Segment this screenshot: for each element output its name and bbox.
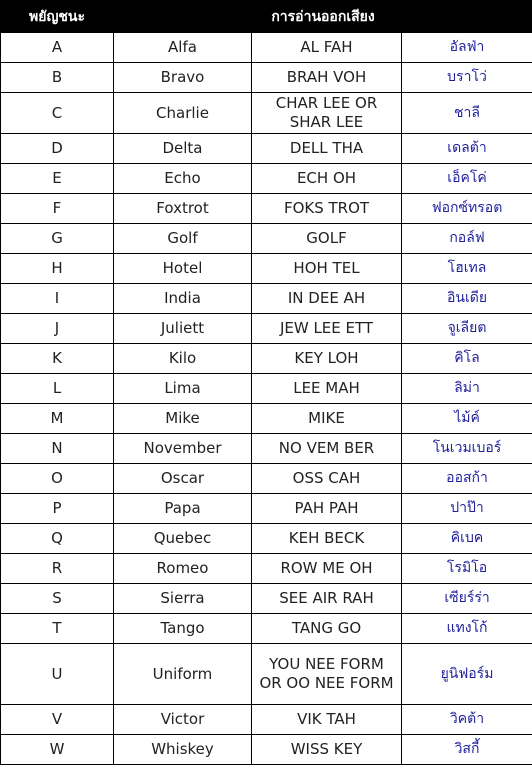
table-row [1, 644, 532, 705]
table-row [1, 314, 532, 344]
cell-pronunciation: VIK TAH [252, 705, 402, 735]
table-row [1, 164, 532, 194]
table-row [1, 614, 532, 644]
cell-thai: บราโว่ [402, 63, 532, 93]
cell-thai: วิสกี้ [402, 735, 532, 765]
cell-codeword: Papa [114, 494, 252, 524]
cell-letter: E [1, 164, 114, 194]
cell-thai: โนเวมเบอร์ [402, 434, 532, 464]
cell-letter: V [1, 705, 114, 735]
cell-pronunciation: JEW LEE ETT [252, 314, 402, 344]
cell-letter: P [1, 494, 114, 524]
cell-letter: U [1, 644, 114, 705]
cell-pronunciation: WISS KEY [252, 735, 402, 765]
table-body [1, 33, 532, 765]
cell-thai: ชาลี [402, 93, 532, 134]
cell-thai: โรมิโอ [402, 554, 532, 584]
cell-thai: อินเดีย [402, 284, 532, 314]
cell-letter: N [1, 434, 114, 464]
table-row [1, 464, 532, 494]
cell-thai: ลิม่า [402, 374, 532, 404]
cell-pronunciation: HOH TEL [252, 254, 402, 284]
cell-letter: O [1, 464, 114, 494]
cell-thai: ปาป๊า [402, 494, 532, 524]
table-row [1, 374, 532, 404]
cell-thai: แทงโก้ [402, 614, 532, 644]
cell-pronunciation: AL FAH [252, 33, 402, 63]
cell-pronunciation: IN DEE AH [252, 284, 402, 314]
cell-codeword: November [114, 434, 252, 464]
cell-thai: คิเบค [402, 524, 532, 554]
cell-codeword: Victor [114, 705, 252, 735]
cell-letter: A [1, 33, 114, 63]
cell-codeword: Delta [114, 134, 252, 164]
cell-codeword: India [114, 284, 252, 314]
cell-pronunciation: TANG GO [252, 614, 402, 644]
cell-codeword: Sierra [114, 584, 252, 614]
table-row [1, 284, 532, 314]
table-row [1, 134, 532, 164]
table-row [1, 63, 532, 93]
cell-pronunciation: ROW ME OH [252, 554, 402, 584]
cell-thai: ไม้ค์ [402, 404, 532, 434]
cell-letter: Q [1, 524, 114, 554]
cell-codeword: Romeo [114, 554, 252, 584]
cell-codeword: Foxtrot [114, 194, 252, 224]
table-row [1, 434, 532, 464]
cell-letter: D [1, 134, 114, 164]
cell-codeword: Hotel [114, 254, 252, 284]
table-row [1, 224, 532, 254]
cell-thai: เอ็คโค่ [402, 164, 532, 194]
cell-thai: ฟอกซ์ทรอต [402, 194, 532, 224]
cell-thai: เดลต้า [402, 134, 532, 164]
cell-thai: เซียร์ร่า [402, 584, 532, 614]
cell-pronunciation: GOLF [252, 224, 402, 254]
table-row [1, 194, 532, 224]
table-row [1, 554, 532, 584]
cell-letter: S [1, 584, 114, 614]
cell-pronunciation: FOKS TROT [252, 194, 402, 224]
cell-letter: B [1, 63, 114, 93]
table-row [1, 33, 532, 63]
table-row [1, 584, 532, 614]
cell-letter: F [1, 194, 114, 224]
cell-letter: R [1, 554, 114, 584]
cell-codeword: Alfa [114, 33, 252, 63]
cell-thai: วิคต้า [402, 705, 532, 735]
cell-pronunciation: ECH OH [252, 164, 402, 194]
cell-thai: กอล์ฟ [402, 224, 532, 254]
cell-pronunciation: PAH PAH [252, 494, 402, 524]
cell-pronunciation: OSS CAH [252, 464, 402, 494]
table-row [1, 494, 532, 524]
cell-codeword: Bravo [114, 63, 252, 93]
cell-letter: H [1, 254, 114, 284]
table-header-row [1, 1, 532, 33]
cell-pronunciation: NO VEM BER [252, 434, 402, 464]
cell-thai: จูเลียต [402, 314, 532, 344]
cell-codeword: Golf [114, 224, 252, 254]
cell-codeword: Tango [114, 614, 252, 644]
header-letter: พยัญชนะ [1, 1, 114, 33]
header-pronunciation: การอ่านออกเสียง [114, 1, 532, 33]
cell-pronunciation: KEY LOH [252, 344, 402, 374]
table-row [1, 404, 532, 434]
cell-codeword: Oscar [114, 464, 252, 494]
cell-letter: K [1, 344, 114, 374]
table-row [1, 524, 532, 554]
cell-codeword: Quebec [114, 524, 252, 554]
cell-thai: ยูนิฟอร์ม [402, 644, 532, 705]
cell-letter: G [1, 224, 114, 254]
cell-letter: M [1, 404, 114, 434]
cell-pronunciation: BRAH VOH [252, 63, 402, 93]
cell-letter: W [1, 735, 114, 765]
cell-letter: J [1, 314, 114, 344]
cell-thai: โฮเทล [402, 254, 532, 284]
cell-pronunciation: CHAR LEE OR SHAR LEE [252, 93, 402, 134]
cell-thai: อัลฟ่า [402, 33, 532, 63]
cell-codeword: Juliett [114, 314, 252, 344]
table-row [1, 93, 532, 134]
cell-codeword: Lima [114, 374, 252, 404]
cell-letter: T [1, 614, 114, 644]
cell-thai: ออสก้า [402, 464, 532, 494]
cell-codeword: Whiskey [114, 735, 252, 765]
cell-thai: คิโล [402, 344, 532, 374]
cell-codeword: Charlie [114, 93, 252, 134]
cell-codeword: Mike [114, 404, 252, 434]
cell-letter: I [1, 284, 114, 314]
cell-pronunciation: SEE AIR RAH [252, 584, 402, 614]
cell-pronunciation: MIKE [252, 404, 402, 434]
table-row [1, 705, 532, 735]
cell-codeword: Echo [114, 164, 252, 194]
cell-codeword: Kilo [114, 344, 252, 374]
cell-codeword: Uniform [114, 644, 252, 705]
cell-letter: L [1, 374, 114, 404]
cell-pronunciation: DELL THA [252, 134, 402, 164]
cell-pronunciation: LEE MAH [252, 374, 402, 404]
table-row [1, 344, 532, 374]
cell-letter: C [1, 93, 114, 134]
cell-pronunciation: KEH BECK [252, 524, 402, 554]
table-row [1, 735, 532, 765]
table-row [1, 254, 532, 284]
cell-pronunciation: YOU NEE FORM OR OO NEE FORM [252, 644, 402, 705]
